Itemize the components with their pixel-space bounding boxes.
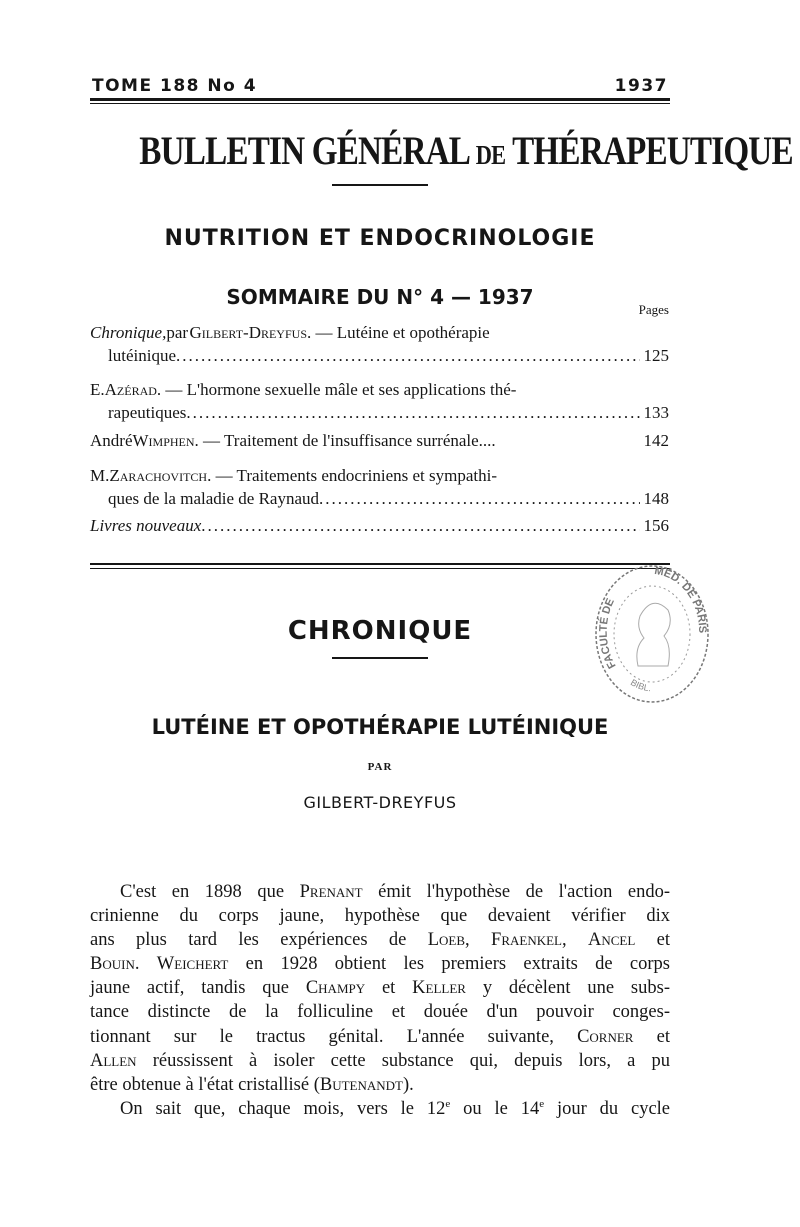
toc-entry-line	[90, 344, 669, 367]
body-line	[90, 1049, 670, 1073]
superscript: e	[445, 1097, 451, 1110]
stamp-text-right: MÉD. DE PARIS	[653, 564, 709, 634]
header-rule-thin	[90, 103, 670, 104]
stamp-text-left: FACULTÉ DE	[597, 596, 619, 671]
body-line: crinienne du corps jaune, hypothèse que devaient vérifier dix	[90, 906, 670, 927]
toc-entry-text: M.	[90, 466, 110, 485]
toc-leader	[201, 514, 639, 537]
toc-entry-text: . — Traitements endocriniens et sympathi-	[207, 466, 497, 485]
toc-entry-rubric: Livres nouveaux	[90, 516, 202, 535]
journal-title-part2: DE	[475, 140, 506, 170]
toc-leader	[319, 487, 639, 510]
author-name: Bouin	[90, 954, 135, 975]
body-text: ans plus tard les expériences de	[90, 930, 428, 951]
byline-par: PAR	[367, 761, 393, 773]
toc-entry-line	[90, 487, 669, 510]
article-body	[90, 880, 670, 1121]
toc-leader	[186, 401, 639, 424]
toc-entry	[90, 464, 669, 510]
body-line	[90, 952, 670, 976]
chronique-separator	[332, 657, 428, 659]
body-text: tionnant sur le tractus génital. L'année suivante,	[90, 1026, 578, 1047]
stamp-text-bottom: BIBL.	[628, 677, 652, 694]
body-text: en 1928 obtient les premiers extraits de corps	[228, 954, 671, 975]
body-text: jaune actif, tandis que	[90, 978, 306, 999]
toc-entry-line	[90, 464, 669, 487]
toc-entry-page: 142	[643, 431, 669, 450]
volume-number: TOME 188 No 4	[92, 76, 258, 96]
author-name: Corner	[577, 1026, 634, 1047]
toc-entry-text: lutéinique	[108, 346, 176, 365]
toc-entry	[90, 514, 669, 537]
section-heading: NUTRITION ET ENDOCRINOLOGIE	[164, 226, 596, 251]
author-name: Fraenkel	[491, 930, 562, 951]
body-text: ,	[465, 930, 492, 951]
body-line	[90, 1073, 670, 1097]
toc-entry-text: E.	[90, 380, 105, 399]
toc-entry-line	[90, 401, 669, 424]
toc-entry-rubric: Chronique,	[90, 323, 167, 342]
article-author: GILBERT-DREYFUS	[303, 793, 457, 812]
toc-entry-author: Wimphen	[132, 431, 195, 450]
contents-heading: SOMMAIRE DU N° 4 — 1937	[226, 285, 534, 309]
body-text: émit l'hypothèse de l'action endo-	[362, 882, 671, 902]
journal-title	[139, 127, 793, 174]
header-rule	[90, 98, 670, 101]
author-name: Butenandt	[319, 1074, 403, 1095]
title-separator	[332, 184, 428, 186]
author-name: Ancel	[587, 930, 636, 951]
body-text: réussissent à isoler cette substance qui, depuis lors, a pu	[136, 1050, 670, 1071]
body-line	[90, 1025, 670, 1049]
publication-year: 1937	[614, 76, 668, 96]
pages-label: Pages	[638, 302, 669, 317]
toc-entry-text: rapeutiques	[108, 403, 187, 422]
contents-rule	[90, 563, 670, 565]
body-text: .	[134, 954, 157, 975]
body-text: ,	[561, 930, 588, 951]
body-text: et	[633, 1026, 670, 1047]
body-text: et	[365, 978, 413, 999]
body-text: On sait que, chaque mois, vers le 12	[120, 1098, 446, 1119]
toc-entry	[90, 429, 669, 452]
body-text: ou le 14	[450, 1098, 540, 1119]
toc-entry-line	[90, 429, 669, 452]
author-name: Loeb	[427, 930, 466, 951]
toc-entry-text: . — Lutéine et opothérapie	[307, 323, 490, 342]
body-line	[90, 880, 670, 904]
toc-entry-text: André	[90, 431, 133, 450]
toc-entry-text: . — Traitement de l'insuffisance surrénale....	[194, 431, 496, 450]
author-name: Keller	[412, 978, 466, 999]
superscript: e	[539, 1097, 545, 1110]
article-title: LUTÉINE ET OPOTHÉRAPIE LUTÉINIQUE	[151, 715, 609, 739]
journal-title-part3: THÉRAPEUTIQUE	[512, 128, 793, 173]
body-text: ).	[402, 1074, 414, 1095]
toc-entry-text: par	[166, 323, 189, 342]
toc-entry-text: ques de la maladie de Raynaud	[108, 489, 320, 508]
toc-entry-page: 133	[643, 403, 669, 422]
body-line: tance distincte de la folliculine et douée d'un pouvoir conges-	[90, 1002, 670, 1023]
toc-entry-author: Gilbert-Dreyfus	[189, 323, 307, 342]
toc-entry-page: 156	[643, 516, 669, 535]
toc-entry-line	[90, 321, 669, 344]
body-line	[90, 976, 670, 1000]
toc-entry-line	[90, 378, 669, 401]
toc-entry-author: Zarachovitch	[109, 466, 208, 485]
toc-entry-line	[90, 514, 669, 537]
author-name: Weichert	[156, 954, 229, 975]
chronique-heading: CHRONIQUE	[287, 616, 473, 646]
body-text: y décèlent une subs-	[465, 978, 670, 999]
author-name: Allen	[90, 1050, 137, 1071]
toc-entry	[90, 321, 669, 367]
body-line	[90, 928, 670, 952]
svg-text:BIBL.	[629, 677, 652, 693]
body-text: être obtenue à l'état cristallisé (	[90, 1074, 320, 1095]
toc-entry-page: 125	[643, 346, 669, 365]
toc-entry-author: Azérad	[104, 380, 157, 399]
toc-entry-page: 148	[643, 489, 669, 508]
body-text: et	[635, 930, 670, 951]
contents-rule-thin	[90, 568, 670, 569]
toc-entry	[90, 378, 669, 424]
toc-entry-text: . — L'hormone sexuelle mâle et ses applications thé-	[156, 380, 517, 399]
author-name: Champy	[305, 978, 366, 999]
author-name: Prenant	[299, 882, 363, 902]
toc-leader	[176, 344, 640, 367]
body-text: C'est en 1898 que	[120, 882, 300, 902]
body-line	[90, 1097, 670, 1121]
body-text: jour du cycle	[544, 1098, 671, 1119]
journal-title-part1: BULLETIN GÉNÉRAL	[139, 128, 469, 173]
